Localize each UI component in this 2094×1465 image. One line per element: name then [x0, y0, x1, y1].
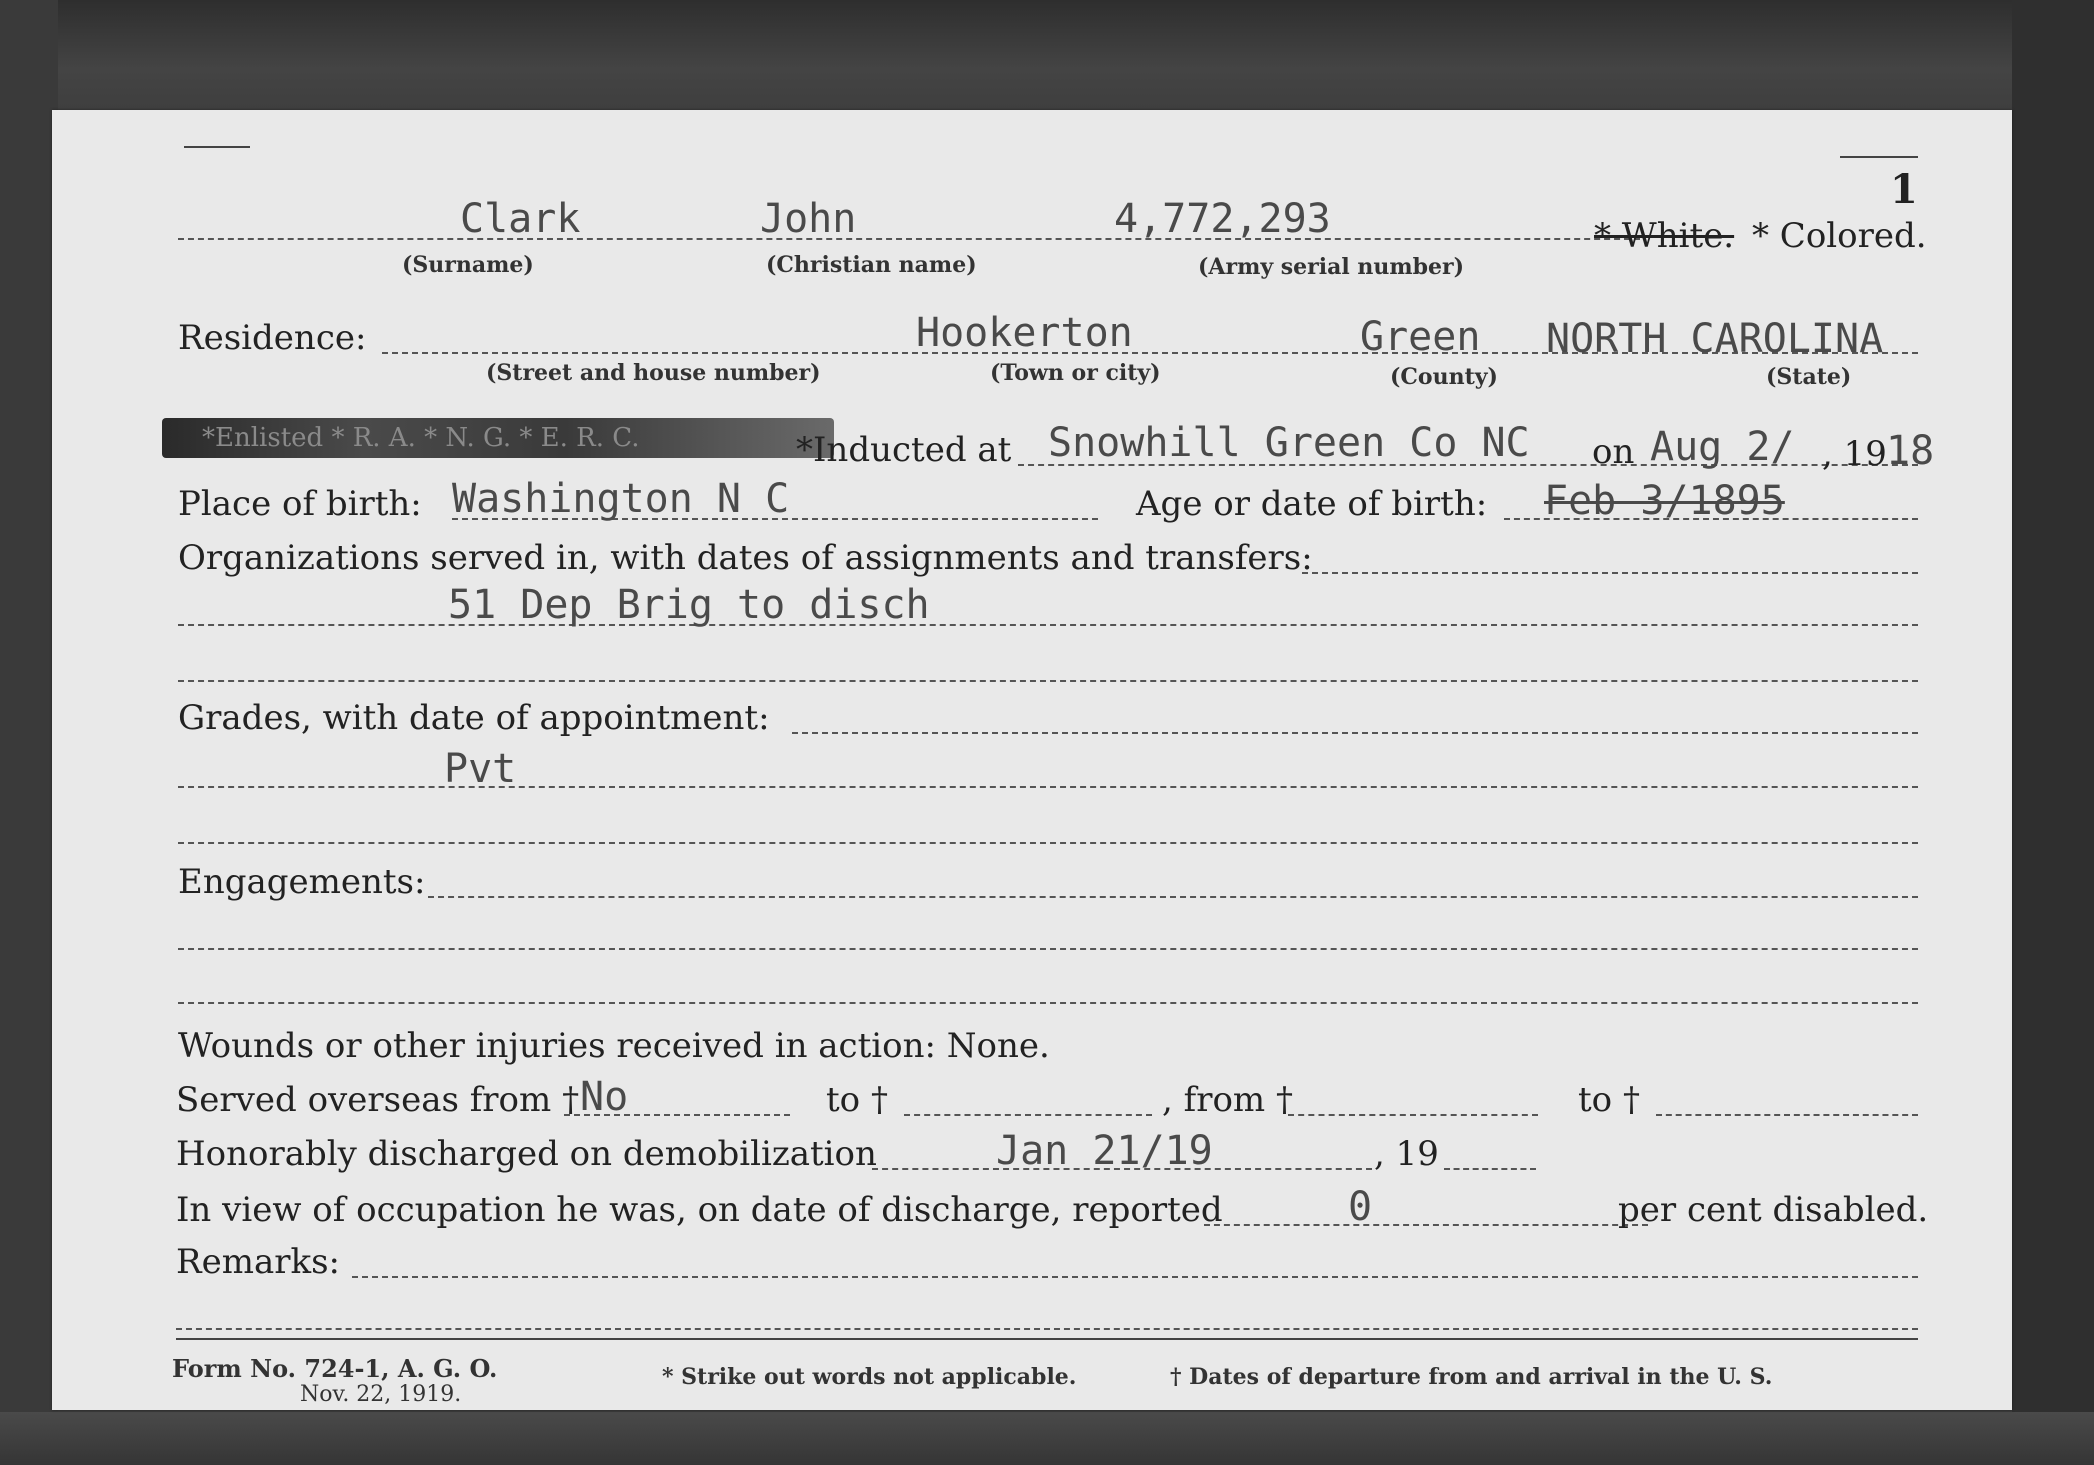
discharge-year-line	[1444, 1168, 1536, 1170]
remarks-line-2	[176, 1328, 1918, 1330]
place-of-birth-label: Place of birth:	[178, 484, 422, 524]
race-white-option: * White.	[1594, 216, 1735, 256]
inducted-at-label: *Inducted at	[796, 430, 1012, 470]
overseas-to-2-label: to †	[1578, 1080, 1640, 1120]
christian-name-caption: (Christian name)	[766, 252, 977, 278]
per-cent-disabled-label: per cent disabled.	[1618, 1190, 1929, 1230]
card-number: 1	[1890, 166, 1918, 213]
corner-mark-left	[184, 146, 250, 148]
background-right	[2012, 0, 2094, 1465]
overseas-to-2-line	[1656, 1114, 1918, 1116]
residence-label: Residence:	[178, 318, 367, 358]
service-record-card	[52, 110, 2012, 1410]
grade-value: Pvt	[444, 746, 517, 792]
organizations-line-1	[1302, 572, 1918, 574]
overseas-to-label: to †	[826, 1080, 888, 1120]
discharged-label: Honorably discharged on demobilization	[176, 1134, 877, 1174]
inducted-place-value: Snowhill Green Co NC	[1048, 420, 1530, 466]
organization-value: 51 Dep Brig to disch	[448, 582, 930, 628]
disability-line	[1204, 1224, 1648, 1226]
engagements-line-3	[178, 1002, 1918, 1004]
strike-out-note: * Strike out words not applicable.	[662, 1364, 1077, 1390]
remarks-label: Remarks:	[176, 1242, 340, 1282]
grades-line-3	[178, 842, 1918, 844]
served-overseas-label: Served overseas from †	[176, 1080, 580, 1120]
overseas-from-2-line	[1288, 1114, 1538, 1116]
date-of-birth-value: Feb 3/1895	[1544, 478, 1785, 524]
age-or-dob-label: Age or date of birth:	[1136, 484, 1488, 524]
overseas-value: No	[580, 1074, 629, 1120]
organizations-line-3	[178, 680, 1918, 682]
surname-value: Clark	[460, 196, 581, 242]
form-date: Nov. 22, 1919.	[300, 1382, 462, 1407]
enlisted-redaction: *Enlisted * R. A. * N. G. * E. R. C.	[162, 418, 834, 458]
background-left	[0, 0, 58, 1465]
occupation-label: In view of occupation he was, on date of discharge, reported	[176, 1190, 1223, 1230]
overseas-from-2-label: , from †	[1162, 1080, 1293, 1120]
background-top	[0, 0, 2094, 115]
percent-disabled-value: 0	[1348, 1184, 1373, 1230]
state-value: NORTH CAROLINA	[1546, 316, 1884, 362]
name-line	[178, 238, 1640, 240]
discharge-date-value: Jan 21/19	[996, 1128, 1213, 1174]
wounds-label: Wounds or other injuries received in action: None.	[178, 1026, 1050, 1066]
town-caption: (Town or city)	[990, 360, 1161, 386]
organizations-label: Organizations served in, with dates of assignments and transfers:	[178, 538, 1313, 578]
grades-line-2	[178, 786, 1918, 788]
county-value: Green	[1360, 314, 1481, 360]
inducted-date-value: Aug 2/	[1650, 424, 1795, 470]
overseas-to-line	[904, 1114, 1152, 1116]
grades-line-1	[792, 732, 1918, 734]
footer-rule	[176, 1338, 1918, 1340]
inducted-year-prefix: , 19	[1822, 434, 1887, 474]
inducted-on-label: on	[1592, 432, 1635, 472]
serial-number-caption: (Army serial number)	[1198, 254, 1465, 280]
grades-label: Grades, with date of appointment:	[178, 698, 770, 738]
engagements-label: Engagements:	[178, 862, 426, 902]
street-caption: (Street and house number)	[486, 360, 821, 386]
county-caption: (County)	[1390, 364, 1498, 390]
serial-number-value: 4,772,293	[1114, 196, 1331, 242]
inducted-year-value: 18	[1886, 428, 1935, 474]
discharge-year-prefix: , 19	[1374, 1134, 1439, 1174]
christian-name-value: John	[760, 196, 857, 242]
dates-note: † Dates of departure from and arrival in the U. S.	[1170, 1364, 1773, 1390]
engagements-line-2	[178, 948, 1918, 950]
corner-mark-right	[1840, 156, 1918, 158]
town-value: Hookerton	[916, 310, 1133, 356]
background-bottom	[0, 1412, 2094, 1465]
place-of-birth-value: Washington N C	[452, 476, 790, 522]
engagements-line-1	[428, 896, 1918, 898]
state-caption: (State)	[1766, 364, 1852, 390]
form-number: Form No. 724-1, A. G. O.	[172, 1354, 498, 1383]
remarks-line-1	[352, 1276, 1918, 1278]
race-colored-option: * Colored.	[1752, 216, 1927, 256]
surname-caption: (Surname)	[402, 252, 534, 278]
organizations-line-2	[178, 624, 1918, 626]
